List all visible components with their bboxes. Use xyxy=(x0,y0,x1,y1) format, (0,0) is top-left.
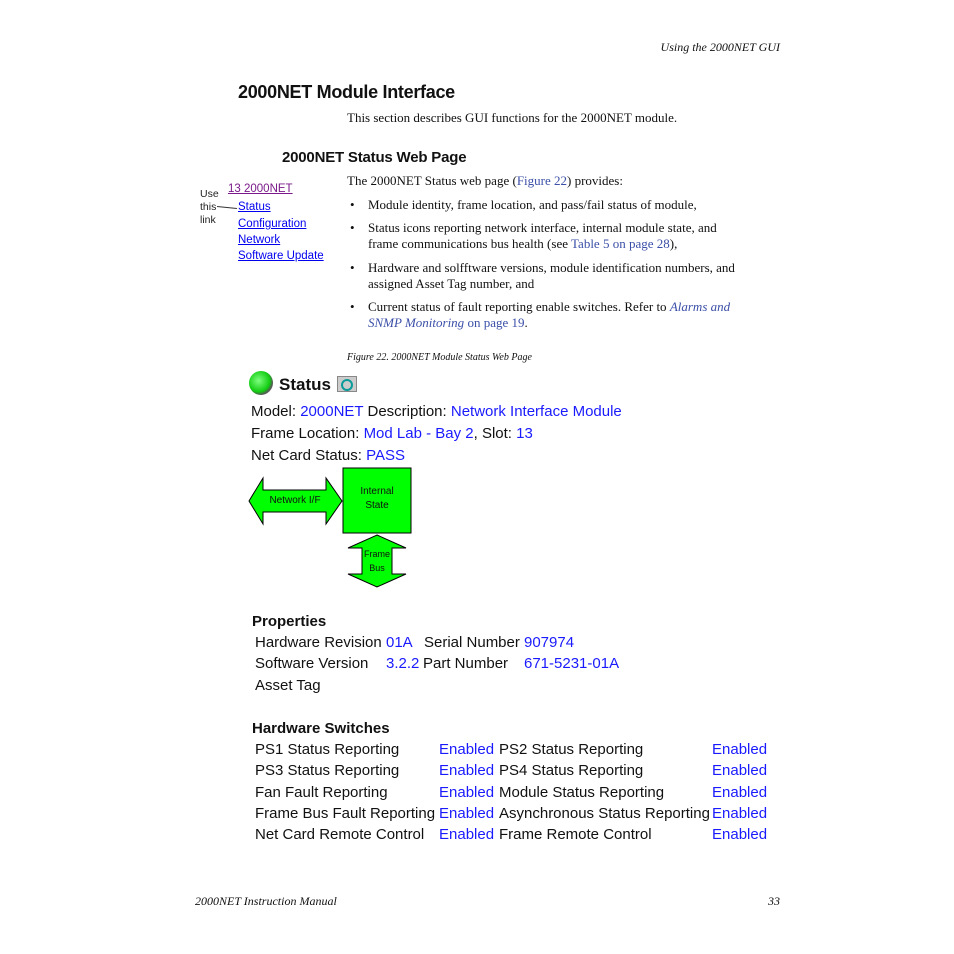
text: . xyxy=(524,314,528,330)
section-title: 2000NET Module Interface xyxy=(238,82,455,102)
page-number: 33 xyxy=(768,894,780,908)
asset-tag-label: Asset Tag xyxy=(255,677,321,694)
switch-value: Enabled xyxy=(712,741,768,758)
intro-text: This section describes GUI functions for the 2000NET module. xyxy=(347,110,678,125)
nav-module-link[interactable]: 13 2000NET xyxy=(228,183,293,195)
label: Net Card Status: xyxy=(251,447,362,464)
net-status-line xyxy=(251,447,405,464)
switch-label: Fan Fault Reporting xyxy=(255,783,388,801)
bullet-icon: • xyxy=(350,197,355,212)
frame-bus-label xyxy=(362,547,392,575)
switch-label: PS2 Status Reporting xyxy=(499,741,644,758)
text: Hardware and solfftware versions, module identification numbers, and xyxy=(368,260,735,275)
running-header: Using the 2000NET GUI xyxy=(660,40,780,54)
text: Bus xyxy=(369,563,385,573)
switch-label: Net Card Remote Control xyxy=(255,826,425,844)
text: Frame xyxy=(363,549,390,559)
alarms-link[interactable]: Alarms and xyxy=(669,299,731,314)
figure-caption: Figure 22. 2000NET Module Status Web Page xyxy=(347,352,532,363)
page-link[interactable]: on page 19 xyxy=(464,314,525,330)
switch-label: Asynchronous Status Reporting xyxy=(499,804,710,822)
status-title: Status xyxy=(279,375,331,394)
hardware-switches-title: Hardware Switches xyxy=(252,720,390,737)
text: Current status of fault reporting enable switches. Refer to xyxy=(368,299,670,314)
label: Description: xyxy=(367,403,447,420)
switch-value: Enabled xyxy=(439,826,495,844)
serial-number-value: 907974 xyxy=(524,634,575,651)
switch-value: Enabled xyxy=(712,762,768,780)
text: assigned Asset Tag number, and xyxy=(368,275,535,291)
nav-configuration-link[interactable]: Configuration xyxy=(238,218,307,230)
footer-title: 2000NET Instruction Manual xyxy=(195,894,337,908)
switch-label: Module Status Reporting xyxy=(499,783,665,801)
switch-label: PS3 Status Reporting xyxy=(255,762,400,780)
switch-label: Frame Bus Fault Reporting xyxy=(255,804,436,822)
serial-number-label: Serial Number xyxy=(424,634,520,651)
bullet-4 xyxy=(368,299,730,330)
text: ) provides: xyxy=(567,173,623,188)
part-number-label: Part Number xyxy=(423,655,509,672)
nav-status-link[interactable]: Status xyxy=(238,201,271,213)
network-if-label: Network I/F xyxy=(269,495,321,506)
switch-value: Enabled xyxy=(439,804,495,822)
bullet-1: Module identity, frame location, and pass/fail status of module, xyxy=(368,197,697,212)
switch-value: Enabled xyxy=(439,783,495,801)
hardware-revision-value: 01A xyxy=(386,634,413,651)
switch-value: Enabled xyxy=(712,804,768,822)
note-line: this xyxy=(200,201,217,213)
label: Frame Location: xyxy=(251,425,360,442)
note-line: Use xyxy=(200,188,219,200)
switch-value: Enabled xyxy=(712,826,768,844)
note-line: link xyxy=(200,214,216,226)
switch-label: PS4 Status Reporting xyxy=(499,762,644,780)
nav-software-update-link[interactable]: Software Update xyxy=(238,250,324,262)
software-version-label: Software Version xyxy=(255,655,369,672)
properties-title: Properties xyxy=(252,613,327,630)
switch-value: Enabled xyxy=(712,783,768,801)
software-version-value: 3.2.2 xyxy=(386,655,420,672)
switch-label: PS1 Status Reporting xyxy=(255,741,400,758)
figure-link[interactable]: Figure 22 xyxy=(516,173,568,188)
switch-label: Frame Remote Control xyxy=(499,826,652,844)
bullet-3 xyxy=(368,260,735,291)
text: frame communications bus health (see xyxy=(368,235,572,251)
text: Internal xyxy=(360,486,394,497)
status-led-icon xyxy=(249,371,273,395)
location-line xyxy=(251,425,533,442)
nav-network-link[interactable]: Network xyxy=(238,234,281,246)
label: , Slot: xyxy=(473,425,512,442)
nav-note xyxy=(200,188,219,227)
hardware-revision-label: Hardware Revision xyxy=(255,634,382,651)
pointer-line xyxy=(217,206,237,209)
part-number-value: 671-5231-01A xyxy=(524,655,620,672)
bullet-icon: • xyxy=(350,220,355,235)
alarms-link[interactable]: SNMP Monitoring xyxy=(368,314,465,330)
text: Status icons reporting network interface, internal module state, and xyxy=(368,220,717,235)
slot-value: 13 xyxy=(516,425,533,442)
model-line xyxy=(251,403,622,420)
switch-value: Enabled xyxy=(439,741,495,758)
net-status-value: PASS xyxy=(366,447,405,464)
description-value: Network Interface Module xyxy=(450,403,622,420)
label: Model: xyxy=(251,403,297,420)
location-value: Mod Lab - Bay 2 xyxy=(363,425,474,442)
bullet-2 xyxy=(368,220,717,251)
refresh-icon[interactable] xyxy=(337,376,357,392)
model-value: 2000NET xyxy=(300,403,364,420)
text: State xyxy=(365,500,389,511)
switch-value: Enabled xyxy=(439,762,495,780)
text: ), xyxy=(669,235,678,251)
bullet-icon: • xyxy=(350,299,355,314)
table-link[interactable]: Table 5 on page 28 xyxy=(571,235,670,251)
subsection-title: 2000NET Status Web Page xyxy=(282,149,467,166)
lead-text xyxy=(347,173,623,189)
bullet-icon: • xyxy=(350,260,355,275)
internal-state-label xyxy=(344,485,410,513)
text: The 2000NET Status web page ( xyxy=(347,173,517,188)
